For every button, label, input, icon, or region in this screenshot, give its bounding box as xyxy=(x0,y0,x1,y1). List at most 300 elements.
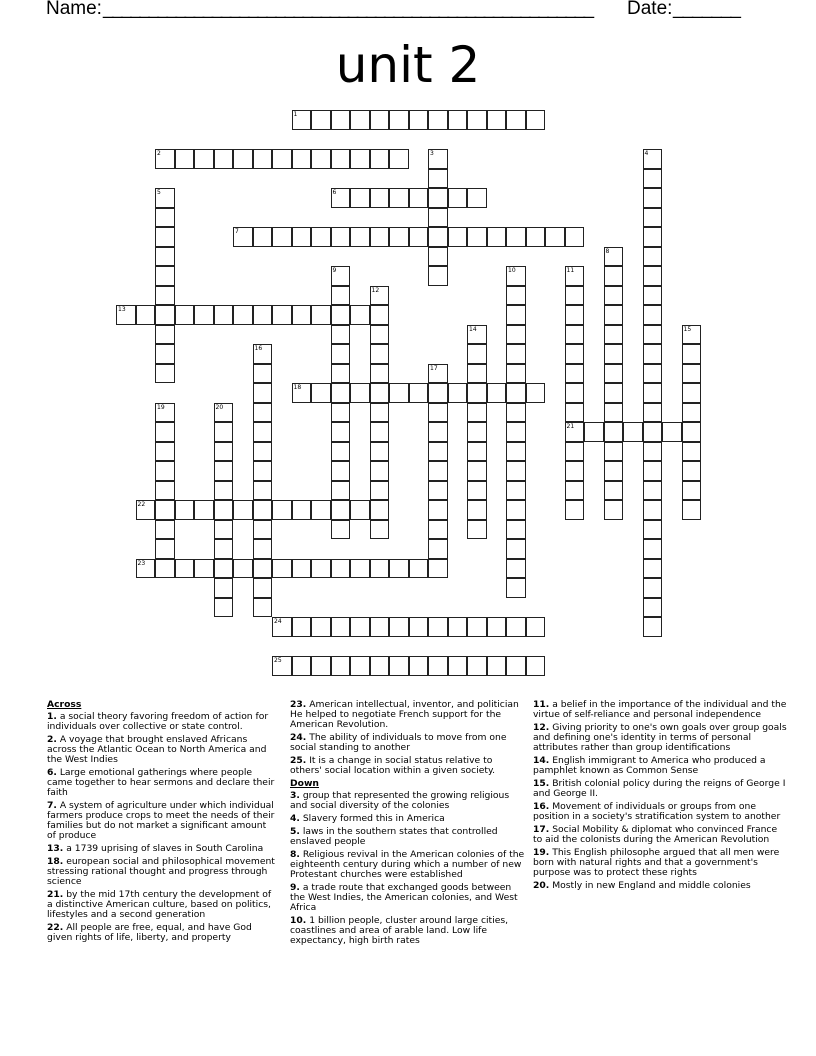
grid-cell[interactable] xyxy=(506,539,526,559)
grid-cell[interactable] xyxy=(467,461,487,481)
grid-cell[interactable] xyxy=(584,422,604,442)
grid-cell[interactable] xyxy=(331,383,351,403)
grid-cell[interactable] xyxy=(370,325,390,345)
grid-cell[interactable] xyxy=(409,617,429,637)
grid-cell[interactable] xyxy=(253,500,273,520)
grid-cell[interactable] xyxy=(389,656,409,676)
grid-cell[interactable] xyxy=(331,481,351,501)
grid-cell[interactable] xyxy=(428,422,448,442)
grid-cell[interactable] xyxy=(643,325,663,345)
grid-cell[interactable] xyxy=(428,149,448,169)
grid-cell[interactable] xyxy=(253,559,273,579)
grid-cell[interactable] xyxy=(370,481,390,501)
grid-cell[interactable] xyxy=(175,500,195,520)
grid-cell[interactable] xyxy=(292,559,312,579)
grid-cell[interactable] xyxy=(506,305,526,325)
grid-cell[interactable] xyxy=(604,247,624,267)
grid-cell[interactable] xyxy=(506,266,526,286)
grid-cell[interactable] xyxy=(428,559,448,579)
grid-cell[interactable] xyxy=(389,559,409,579)
grid-cell[interactable] xyxy=(428,188,448,208)
grid-cell[interactable] xyxy=(428,247,448,267)
grid-cell[interactable] xyxy=(155,149,175,169)
grid-cell[interactable] xyxy=(370,422,390,442)
grid-cell[interactable] xyxy=(487,110,507,130)
grid-cell[interactable] xyxy=(565,227,585,247)
grid-cell[interactable] xyxy=(506,383,526,403)
grid-cell[interactable] xyxy=(467,500,487,520)
grid-cell[interactable] xyxy=(214,481,234,501)
grid-cell[interactable] xyxy=(604,344,624,364)
grid-cell[interactable] xyxy=(155,266,175,286)
grid-cell[interactable] xyxy=(370,442,390,462)
grid-cell[interactable] xyxy=(331,559,351,579)
grid-cell[interactable] xyxy=(643,188,663,208)
grid-cell[interactable] xyxy=(565,442,585,462)
grid-cell[interactable] xyxy=(233,305,253,325)
grid-cell[interactable] xyxy=(565,383,585,403)
grid-cell[interactable] xyxy=(643,617,663,637)
grid-cell[interactable] xyxy=(448,227,468,247)
grid-cell[interactable] xyxy=(214,559,234,579)
grid-cell[interactable] xyxy=(506,461,526,481)
grid-cell[interactable] xyxy=(389,617,409,637)
grid-cell[interactable] xyxy=(253,422,273,442)
grid-cell[interactable] xyxy=(506,578,526,598)
grid-cell[interactable] xyxy=(526,227,546,247)
grid-cell[interactable] xyxy=(428,364,448,384)
grid-cell[interactable] xyxy=(428,442,448,462)
grid-cell[interactable] xyxy=(565,286,585,306)
grid-cell[interactable] xyxy=(331,500,351,520)
grid-cell[interactable] xyxy=(331,461,351,481)
grid-cell[interactable] xyxy=(643,598,663,618)
grid-cell[interactable] xyxy=(565,364,585,384)
grid-cell[interactable] xyxy=(643,208,663,228)
grid-cell[interactable] xyxy=(155,403,175,423)
grid-cell[interactable] xyxy=(155,500,175,520)
grid-cell[interactable] xyxy=(643,266,663,286)
grid-cell[interactable] xyxy=(253,442,273,462)
grid-cell[interactable] xyxy=(350,227,370,247)
grid-cell[interactable] xyxy=(311,656,331,676)
grid-cell[interactable] xyxy=(604,364,624,384)
grid-cell[interactable] xyxy=(370,227,390,247)
grid-cell[interactable] xyxy=(467,481,487,501)
grid-cell[interactable] xyxy=(428,520,448,540)
grid-cell[interactable] xyxy=(467,442,487,462)
grid-cell[interactable] xyxy=(350,383,370,403)
grid-cell[interactable] xyxy=(311,500,331,520)
grid-cell[interactable] xyxy=(506,422,526,442)
grid-cell[interactable] xyxy=(565,266,585,286)
name-field[interactable]: ______________________________________________________ xyxy=(103,0,593,19)
grid-cell[interactable] xyxy=(506,344,526,364)
grid-cell[interactable] xyxy=(155,305,175,325)
grid-cell[interactable] xyxy=(467,227,487,247)
grid-cell[interactable] xyxy=(311,227,331,247)
grid-cell[interactable] xyxy=(467,617,487,637)
grid-cell[interactable] xyxy=(233,227,253,247)
grid-cell[interactable] xyxy=(311,305,331,325)
grid-cell[interactable] xyxy=(331,364,351,384)
grid-cell[interactable] xyxy=(565,500,585,520)
grid-cell[interactable] xyxy=(604,500,624,520)
grid-cell[interactable] xyxy=(682,422,702,442)
grid-cell[interactable] xyxy=(155,286,175,306)
grid-cell[interactable] xyxy=(565,461,585,481)
grid-cell[interactable] xyxy=(155,208,175,228)
grid-cell[interactable] xyxy=(370,364,390,384)
grid-cell[interactable] xyxy=(448,110,468,130)
grid-cell[interactable] xyxy=(487,617,507,637)
grid-cell[interactable] xyxy=(311,149,331,169)
grid-cell[interactable] xyxy=(682,364,702,384)
grid-cell[interactable] xyxy=(428,500,448,520)
grid-cell[interactable] xyxy=(331,656,351,676)
grid-cell[interactable] xyxy=(155,461,175,481)
grid-cell[interactable] xyxy=(175,305,195,325)
grid-cell[interactable] xyxy=(116,305,136,325)
grid-cell[interactable] xyxy=(448,617,468,637)
grid-cell[interactable] xyxy=(467,383,487,403)
grid-cell[interactable] xyxy=(389,383,409,403)
grid-cell[interactable] xyxy=(643,442,663,462)
grid-cell[interactable] xyxy=(253,520,273,540)
grid-cell[interactable] xyxy=(506,617,526,637)
grid-cell[interactable] xyxy=(682,403,702,423)
grid-cell[interactable] xyxy=(350,617,370,637)
grid-cell[interactable] xyxy=(428,110,448,130)
grid-cell[interactable] xyxy=(526,656,546,676)
grid-cell[interactable] xyxy=(467,422,487,442)
grid-cell[interactable] xyxy=(370,656,390,676)
grid-cell[interactable] xyxy=(526,617,546,637)
grid-cell[interactable] xyxy=(136,305,156,325)
grid-cell[interactable] xyxy=(428,403,448,423)
grid-cell[interactable] xyxy=(155,422,175,442)
date-field[interactable]: _______ xyxy=(673,0,740,19)
grid-cell[interactable] xyxy=(428,617,448,637)
grid-cell[interactable] xyxy=(350,188,370,208)
grid-cell[interactable] xyxy=(350,305,370,325)
grid-cell[interactable] xyxy=(155,442,175,462)
grid-cell[interactable] xyxy=(643,364,663,384)
grid-cell[interactable] xyxy=(272,305,292,325)
grid-cell[interactable] xyxy=(155,539,175,559)
grid-cell[interactable] xyxy=(643,422,663,442)
grid-cell[interactable] xyxy=(467,520,487,540)
grid-cell[interactable] xyxy=(136,559,156,579)
grid-cell[interactable] xyxy=(643,286,663,306)
grid-cell[interactable] xyxy=(448,188,468,208)
grid-cell[interactable] xyxy=(604,481,624,501)
grid-cell[interactable] xyxy=(331,188,351,208)
grid-cell[interactable] xyxy=(272,559,292,579)
grid-cell[interactable] xyxy=(643,403,663,423)
grid-cell[interactable] xyxy=(214,500,234,520)
grid-cell[interactable] xyxy=(643,383,663,403)
grid-cell[interactable] xyxy=(506,364,526,384)
grid-cell[interactable] xyxy=(604,422,624,442)
grid-cell[interactable] xyxy=(565,403,585,423)
grid-cell[interactable] xyxy=(155,481,175,501)
grid-cell[interactable] xyxy=(409,656,429,676)
grid-cell[interactable] xyxy=(682,325,702,345)
grid-cell[interactable] xyxy=(428,383,448,403)
grid-cell[interactable] xyxy=(331,403,351,423)
grid-cell[interactable] xyxy=(487,656,507,676)
grid-cell[interactable] xyxy=(331,286,351,306)
grid-cell[interactable] xyxy=(389,227,409,247)
grid-cell[interactable] xyxy=(253,383,273,403)
grid-cell[interactable] xyxy=(409,559,429,579)
grid-cell[interactable] xyxy=(565,325,585,345)
grid-cell[interactable] xyxy=(350,110,370,130)
grid-cell[interactable] xyxy=(682,481,702,501)
grid-cell[interactable] xyxy=(467,325,487,345)
grid-cell[interactable] xyxy=(370,286,390,306)
grid-cell[interactable] xyxy=(253,149,273,169)
grid-cell[interactable] xyxy=(428,539,448,559)
grid-cell[interactable] xyxy=(272,227,292,247)
grid-cell[interactable] xyxy=(428,169,448,189)
grid-cell[interactable] xyxy=(604,383,624,403)
grid-cell[interactable] xyxy=(331,344,351,364)
grid-cell[interactable] xyxy=(389,110,409,130)
grid-cell[interactable] xyxy=(409,110,429,130)
grid-cell[interactable] xyxy=(370,383,390,403)
grid-cell[interactable] xyxy=(506,559,526,579)
grid-cell[interactable] xyxy=(682,442,702,462)
grid-cell[interactable] xyxy=(292,227,312,247)
grid-cell[interactable] xyxy=(253,539,273,559)
grid-cell[interactable] xyxy=(506,656,526,676)
grid-cell[interactable] xyxy=(370,559,390,579)
grid-cell[interactable] xyxy=(214,149,234,169)
grid-cell[interactable] xyxy=(604,403,624,423)
grid-cell[interactable] xyxy=(350,656,370,676)
grid-cell[interactable] xyxy=(643,344,663,364)
grid-cell[interactable] xyxy=(155,325,175,345)
grid-cell[interactable] xyxy=(272,149,292,169)
grid-cell[interactable] xyxy=(350,149,370,169)
grid-cell[interactable] xyxy=(604,266,624,286)
grid-cell[interactable] xyxy=(155,247,175,267)
grid-cell[interactable] xyxy=(214,598,234,618)
grid-cell[interactable] xyxy=(428,227,448,247)
grid-cell[interactable] xyxy=(643,500,663,520)
grid-cell[interactable] xyxy=(604,442,624,462)
grid-cell[interactable] xyxy=(370,617,390,637)
grid-cell[interactable] xyxy=(428,656,448,676)
grid-cell[interactable] xyxy=(643,559,663,579)
grid-cell[interactable] xyxy=(506,500,526,520)
grid-cell[interactable] xyxy=(331,266,351,286)
grid-cell[interactable] xyxy=(292,110,312,130)
grid-cell[interactable] xyxy=(272,656,292,676)
grid-cell[interactable] xyxy=(331,305,351,325)
grid-cell[interactable] xyxy=(506,481,526,501)
grid-cell[interactable] xyxy=(214,403,234,423)
grid-cell[interactable] xyxy=(526,110,546,130)
grid-cell[interactable] xyxy=(331,325,351,345)
grid-cell[interactable] xyxy=(409,188,429,208)
grid-cell[interactable] xyxy=(643,520,663,540)
grid-cell[interactable] xyxy=(428,266,448,286)
grid-cell[interactable] xyxy=(643,481,663,501)
grid-cell[interactable] xyxy=(214,578,234,598)
grid-cell[interactable] xyxy=(467,110,487,130)
grid-cell[interactable] xyxy=(370,188,390,208)
grid-cell[interactable] xyxy=(467,656,487,676)
grid-cell[interactable] xyxy=(370,110,390,130)
grid-cell[interactable] xyxy=(682,461,702,481)
grid-cell[interactable] xyxy=(253,578,273,598)
grid-cell[interactable] xyxy=(311,383,331,403)
grid-cell[interactable] xyxy=(428,481,448,501)
grid-cell[interactable] xyxy=(623,422,643,442)
grid-cell[interactable] xyxy=(565,481,585,501)
grid-cell[interactable] xyxy=(233,149,253,169)
grid-cell[interactable] xyxy=(155,559,175,579)
grid-cell[interactable] xyxy=(253,305,273,325)
grid-cell[interactable] xyxy=(643,578,663,598)
grid-cell[interactable] xyxy=(331,520,351,540)
grid-cell[interactable] xyxy=(526,383,546,403)
grid-cell[interactable] xyxy=(155,364,175,384)
grid-cell[interactable] xyxy=(253,364,273,384)
grid-cell[interactable] xyxy=(604,286,624,306)
grid-cell[interactable] xyxy=(136,500,156,520)
grid-cell[interactable] xyxy=(194,559,214,579)
grid-cell[interactable] xyxy=(292,500,312,520)
grid-cell[interactable] xyxy=(448,383,468,403)
grid-cell[interactable] xyxy=(253,403,273,423)
grid-cell[interactable] xyxy=(428,461,448,481)
grid-cell[interactable] xyxy=(467,188,487,208)
grid-cell[interactable] xyxy=(272,500,292,520)
grid-cell[interactable] xyxy=(643,227,663,247)
grid-cell[interactable] xyxy=(311,559,331,579)
grid-cell[interactable] xyxy=(389,188,409,208)
grid-cell[interactable] xyxy=(253,598,273,618)
grid-cell[interactable] xyxy=(233,500,253,520)
grid-cell[interactable] xyxy=(311,110,331,130)
grid-cell[interactable] xyxy=(253,461,273,481)
grid-cell[interactable] xyxy=(389,149,409,169)
grid-cell[interactable] xyxy=(370,149,390,169)
grid-cell[interactable] xyxy=(370,520,390,540)
grid-cell[interactable] xyxy=(643,461,663,481)
grid-cell[interactable] xyxy=(487,383,507,403)
grid-cell[interactable] xyxy=(214,305,234,325)
grid-cell[interactable] xyxy=(370,461,390,481)
grid-cell[interactable] xyxy=(214,461,234,481)
grid-cell[interactable] xyxy=(292,149,312,169)
grid-cell[interactable] xyxy=(253,344,273,364)
grid-cell[interactable] xyxy=(331,422,351,442)
grid-cell[interactable] xyxy=(643,149,663,169)
grid-cell[interactable] xyxy=(175,559,195,579)
grid-cell[interactable] xyxy=(331,227,351,247)
grid-cell[interactable] xyxy=(155,344,175,364)
grid-cell[interactable] xyxy=(643,169,663,189)
grid-cell[interactable] xyxy=(194,305,214,325)
grid-cell[interactable] xyxy=(214,422,234,442)
grid-cell[interactable] xyxy=(292,305,312,325)
grid-cell[interactable] xyxy=(506,227,526,247)
grid-cell[interactable] xyxy=(292,617,312,637)
grid-cell[interactable] xyxy=(370,305,390,325)
grid-cell[interactable] xyxy=(409,383,429,403)
grid-cell[interactable] xyxy=(370,500,390,520)
grid-cell[interactable] xyxy=(506,520,526,540)
grid-cell[interactable] xyxy=(194,500,214,520)
grid-cell[interactable] xyxy=(565,344,585,364)
grid-cell[interactable] xyxy=(155,520,175,540)
grid-cell[interactable] xyxy=(370,403,390,423)
grid-cell[interactable] xyxy=(604,325,624,345)
grid-cell[interactable] xyxy=(311,617,331,637)
grid-cell[interactable] xyxy=(467,403,487,423)
grid-cell[interactable] xyxy=(467,344,487,364)
grid-cell[interactable] xyxy=(194,149,214,169)
grid-cell[interactable] xyxy=(487,227,507,247)
grid-cell[interactable] xyxy=(506,110,526,130)
grid-cell[interactable] xyxy=(214,442,234,462)
grid-cell[interactable] xyxy=(643,305,663,325)
grid-cell[interactable] xyxy=(331,149,351,169)
grid-cell[interactable] xyxy=(467,364,487,384)
grid-cell[interactable] xyxy=(682,344,702,364)
grid-cell[interactable] xyxy=(214,539,234,559)
grid-cell[interactable] xyxy=(331,617,351,637)
grid-cell[interactable] xyxy=(233,559,253,579)
grid-cell[interactable] xyxy=(545,227,565,247)
grid-cell[interactable] xyxy=(214,520,234,540)
grid-cell[interactable] xyxy=(155,188,175,208)
grid-cell[interactable] xyxy=(253,227,273,247)
grid-cell[interactable] xyxy=(565,305,585,325)
grid-cell[interactable] xyxy=(350,500,370,520)
grid-cell[interactable] xyxy=(682,383,702,403)
grid-cell[interactable] xyxy=(643,539,663,559)
grid-cell[interactable] xyxy=(175,149,195,169)
grid-cell[interactable] xyxy=(506,286,526,306)
grid-cell[interactable] xyxy=(506,403,526,423)
grid-cell[interactable] xyxy=(662,422,682,442)
grid-cell[interactable] xyxy=(428,208,448,228)
grid-cell[interactable] xyxy=(292,383,312,403)
grid-cell[interactable] xyxy=(409,227,429,247)
grid-cell[interactable] xyxy=(272,617,292,637)
grid-cell[interactable] xyxy=(370,344,390,364)
grid-cell[interactable] xyxy=(253,481,273,501)
grid-cell[interactable] xyxy=(506,325,526,345)
grid-cell[interactable] xyxy=(604,305,624,325)
grid-cell[interactable] xyxy=(350,559,370,579)
grid-cell[interactable] xyxy=(506,442,526,462)
grid-cell[interactable] xyxy=(331,110,351,130)
grid-cell[interactable] xyxy=(643,247,663,267)
grid-cell[interactable] xyxy=(565,422,585,442)
grid-cell[interactable] xyxy=(155,227,175,247)
grid-cell[interactable] xyxy=(292,656,312,676)
grid-cell[interactable] xyxy=(331,442,351,462)
grid-cell[interactable] xyxy=(448,656,468,676)
grid-cell[interactable] xyxy=(604,461,624,481)
